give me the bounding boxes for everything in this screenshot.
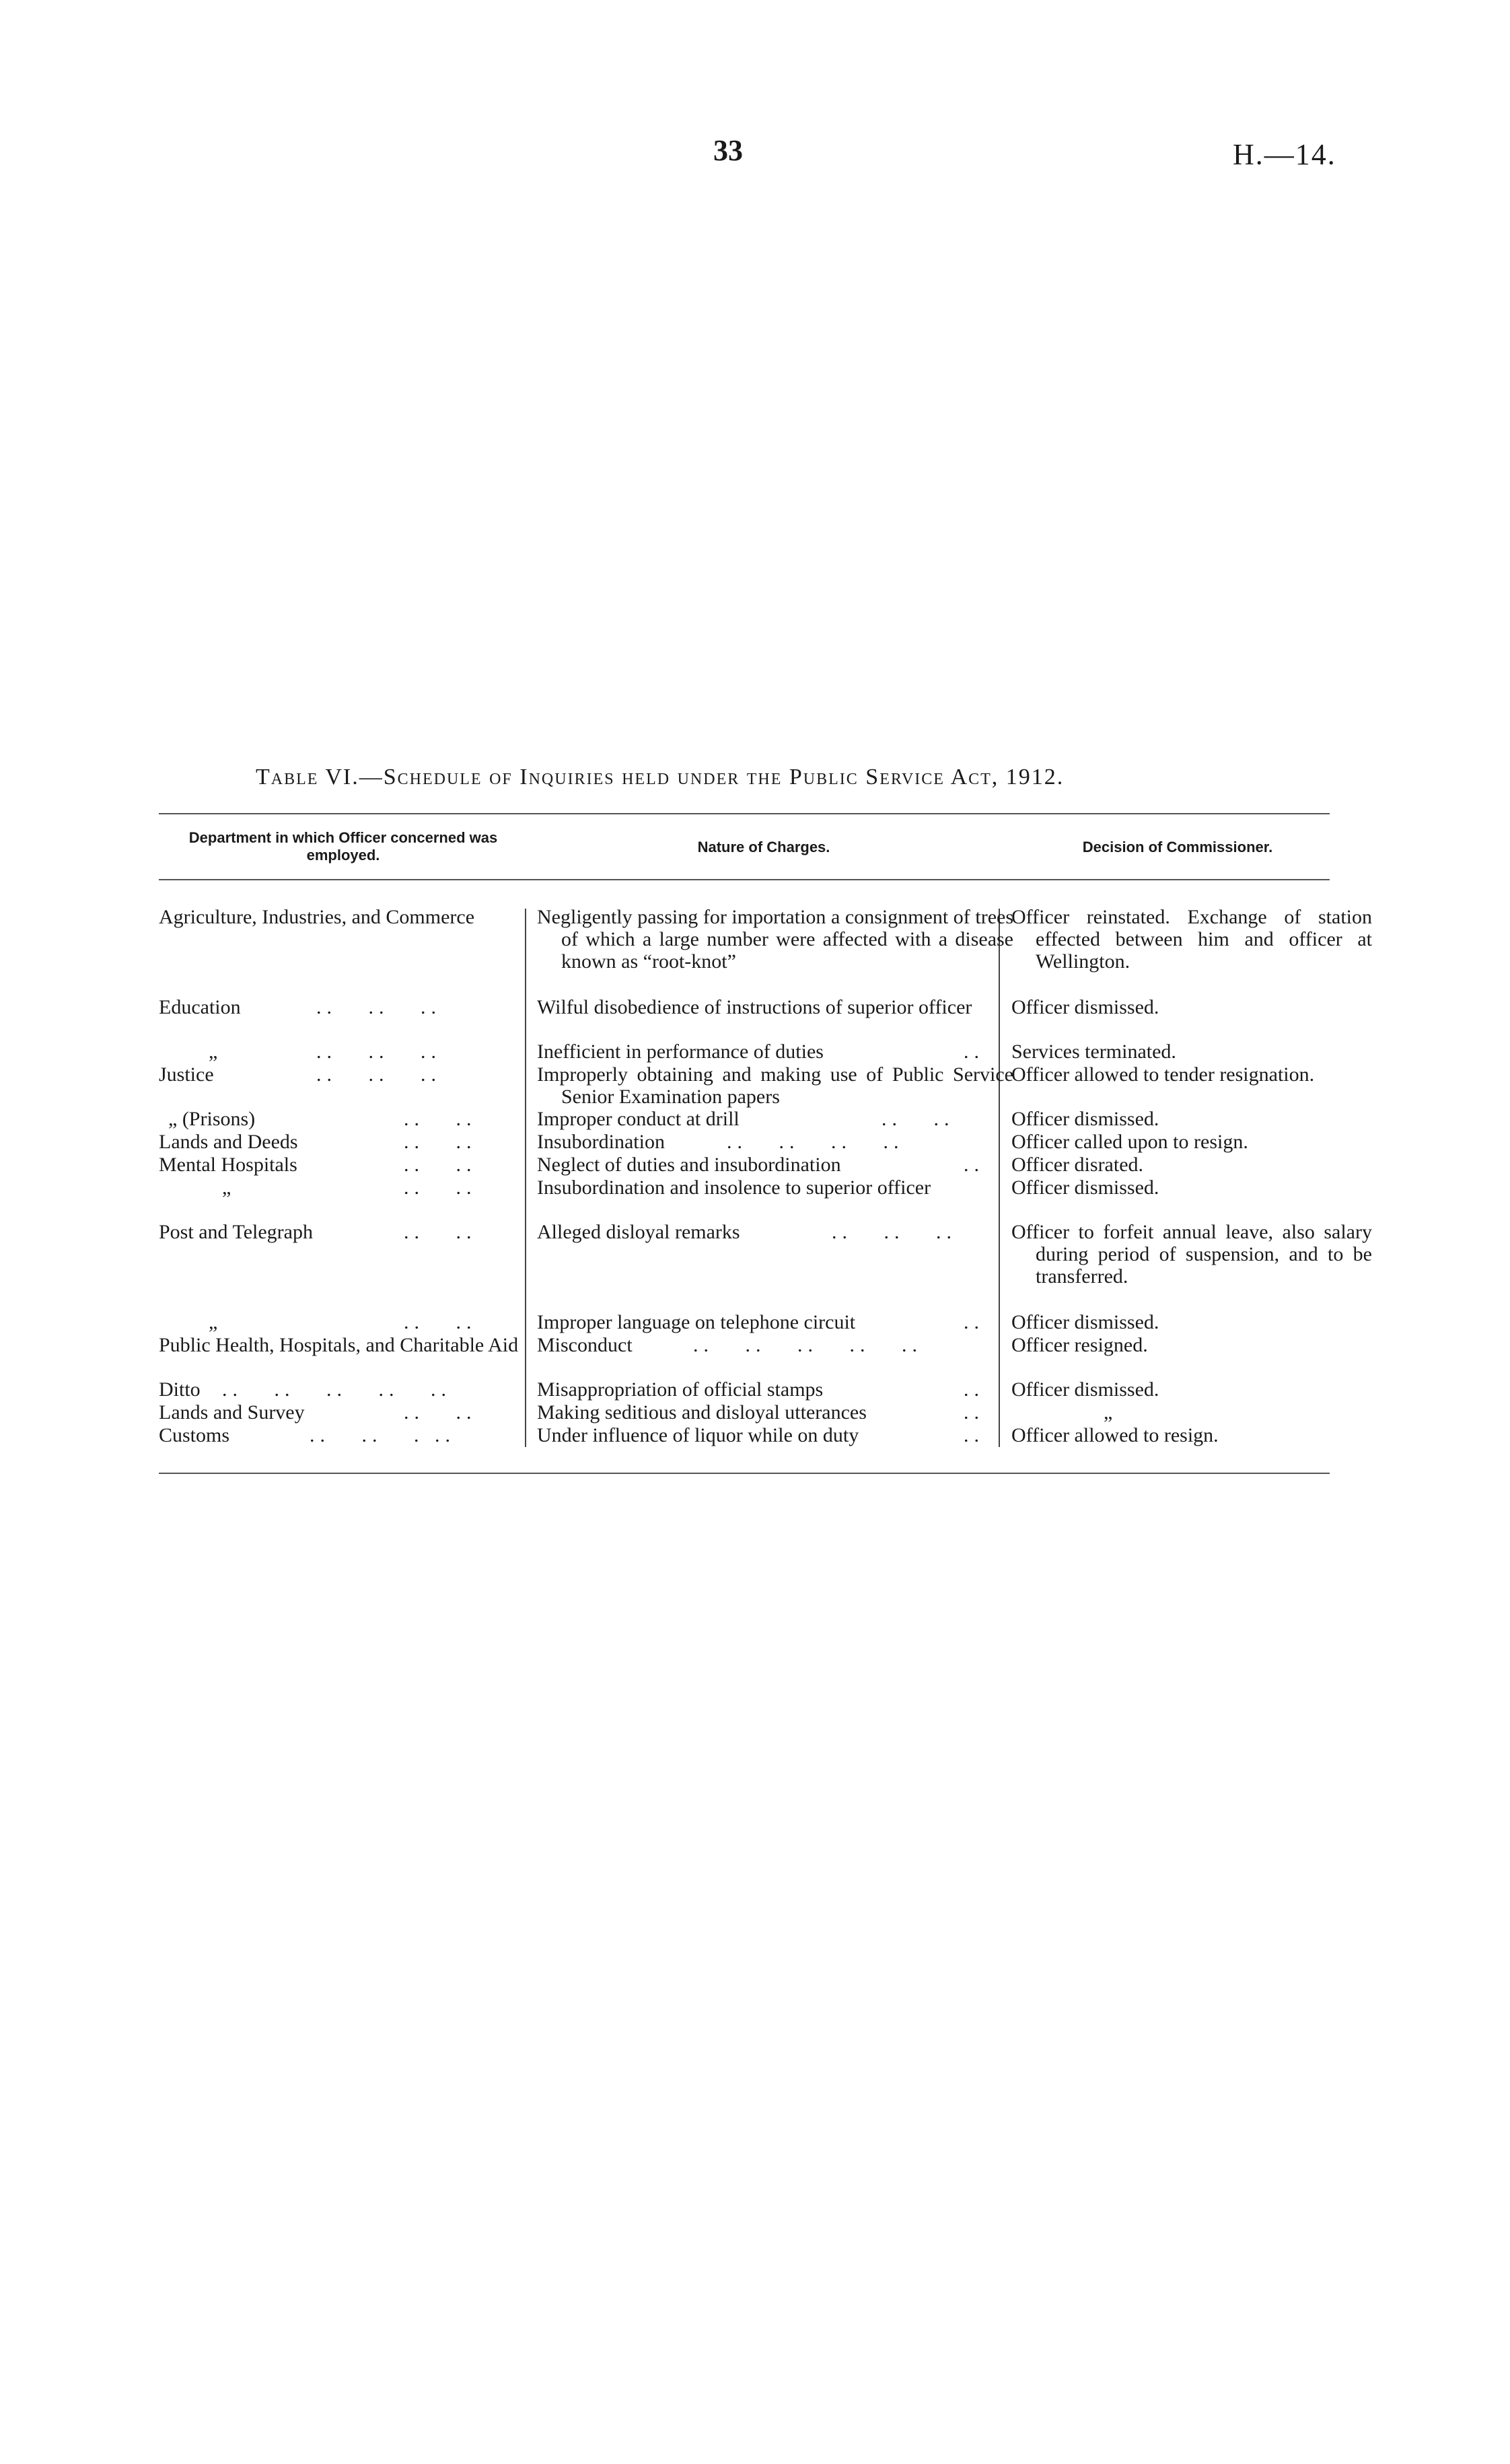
table-bottom-rule <box>159 1473 1330 1474</box>
table-cell-charge: Neglect of duties and insubordination <box>537 1154 841 1176</box>
table-cell-charge: Insubordination <box>537 1131 665 1153</box>
table-cell-decision: Services terminated. <box>1011 1041 1176 1063</box>
table-cell-decision: Officer resigned. <box>1011 1334 1148 1356</box>
table-title <box>256 765 1332 790</box>
table-cell-department: Agriculture, Industries, and Commerce <box>159 906 475 928</box>
table-cell-charge: Misconduct <box>537 1334 633 1356</box>
dot-leader: .. .. <box>404 1131 477 1153</box>
table-cell-department: „ <box>209 1041 218 1063</box>
dot-leader: .. <box>964 1424 984 1446</box>
table-cell-charge: Improper conduct at drill <box>537 1108 740 1130</box>
dot-leader: .. <box>964 1378 984 1401</box>
document-reference: H.—14. <box>1233 138 1336 171</box>
table-cell-charge: Improper language on telephone circuit <box>537 1311 856 1333</box>
dot-leader: .. <box>964 1041 984 1063</box>
column-header-department: Department in which Officer concerned was employed. <box>188 829 498 864</box>
table-cell-decision: Officer allowed to resign. <box>1011 1424 1219 1446</box>
header-top-rule <box>159 813 1330 814</box>
table-cell-department: Customs <box>159 1424 230 1446</box>
table-cell-department: Education <box>159 996 241 1018</box>
table-cell-charge: Insubordination and insolence to superior officer <box>537 1176 931 1199</box>
table-cell-charge: Making seditious and disloyal utterances <box>537 1401 867 1423</box>
dot-leader: .. .. .. <box>832 1221 957 1243</box>
table-cell-decision: Officer disrated. <box>1011 1154 1144 1176</box>
dot-leader: .. <box>964 1311 984 1333</box>
dot-leader: .. .. .. <box>316 996 441 1018</box>
table-cell-decision: Officer called upon to resign. <box>1011 1131 1248 1153</box>
table-cell-decision: Officer dismissed. <box>1011 1311 1159 1333</box>
table-cell-charge: Improperly obtaining and making use of Public Service Senior Examination papers <box>537 1063 1013 1108</box>
table-cell-decision: Officer dismissed. <box>1011 1108 1159 1130</box>
dot-leader: .. .. <box>404 1401 477 1423</box>
table-cell-charge: Alleged disloyal remarks <box>537 1221 740 1243</box>
table-cell-department: Public Health, Hospitals, and Charitable Aid <box>159 1334 519 1356</box>
table-cell-department: Ditto <box>159 1378 201 1401</box>
dot-leader: .. <box>964 1154 984 1176</box>
table-cell-decision: Officer allowed to tender resignation. <box>1011 1063 1315 1086</box>
table-title-main: Schedule of Inquiries held under the Public Service Act, 1912. <box>383 765 1065 789</box>
dot-leader: .. .. <box>404 1176 477 1199</box>
table-cell-decision: Officer dismissed. <box>1011 1378 1159 1401</box>
table-cell-decision: Officer dismissed. <box>1011 996 1159 1018</box>
table-cell-charge: Negligently passing for importation a consignment of trees of which a large number were affected with a disease known as “root-knot” <box>537 906 1013 973</box>
dot-leader: .. .. .. <box>316 1063 441 1086</box>
table-cell-decision: Officer to forfeit annual leave, also salary during period of suspension, and to be transferred. <box>1011 1221 1372 1288</box>
table-cell-decision: Officer dismissed. <box>1011 1176 1159 1199</box>
dot-leader: .. .. <box>404 1154 477 1176</box>
table-cell-charge: Inefficient in performance of duties <box>537 1041 824 1063</box>
dot-leader: .. .. . .. <box>310 1424 456 1446</box>
table-cell-decision: Officer reinstated. Exchange of station effected between him and officer at Wellington. <box>1011 906 1372 973</box>
table-cell-department: Lands and Deeds <box>159 1131 298 1153</box>
table-cell-department: Justice <box>159 1063 214 1086</box>
dot-leader: .. <box>964 1401 984 1423</box>
dot-leader: .. .. <box>404 1221 477 1243</box>
dot-leader: .. .. .. .. .. <box>693 1334 923 1356</box>
table-cell-department: „ (Prisons) <box>168 1108 256 1130</box>
table-cell-department: Lands and Survey <box>159 1401 305 1423</box>
dot-leader: .. .. .. .. .. <box>222 1378 452 1401</box>
column-header-charges: Nature of Charges. <box>697 839 830 855</box>
table-cell-department: „ <box>222 1176 231 1199</box>
page-number: 33 <box>713 134 743 167</box>
table-cell-department: Post and Telegraph <box>159 1221 313 1243</box>
table-cell-department: „ <box>209 1311 218 1333</box>
table-cell-charge: Misappropriation of official stamps <box>537 1378 824 1401</box>
dot-leader: .. .. .. <box>316 1041 441 1063</box>
dot-leader: .. .. <box>404 1311 477 1333</box>
dot-leader: .. .. <box>404 1108 477 1130</box>
table-cell-decision: „ <box>1104 1401 1113 1423</box>
header-bottom-rule <box>159 879 1330 880</box>
table-cell-charge: Under influence of liquor while on duty <box>537 1424 859 1446</box>
table-title-prefix: Table VI.— <box>256 765 384 789</box>
dot-leader: .. .. <box>882 1108 955 1130</box>
table-cell-department: Mental Hospitals <box>159 1154 297 1176</box>
dot-leader: .. .. .. .. <box>727 1131 904 1153</box>
table-cell-charge: Wilful disobedience of instructions of superior officer <box>537 996 972 1018</box>
column-header-decision: Decision of Commissioner. <box>1082 839 1273 855</box>
